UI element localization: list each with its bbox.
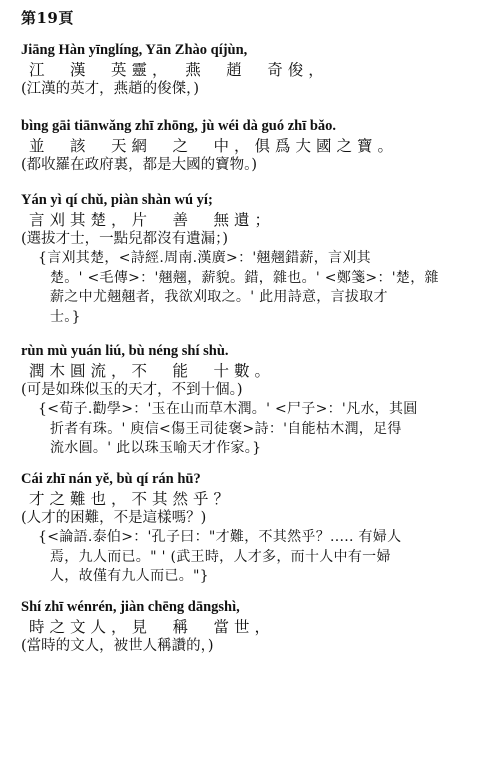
pinyin-line: Cái zhī nán yě, bù qí rán hū? <box>21 471 201 487</box>
chinese-verse-line: 江 漢 英靈， 燕 趙 奇俊， <box>29 61 329 79</box>
translation-line: (都收羅在政府裏，都是大國的寶物。) <box>21 157 258 173</box>
chinese-verse-line: 潤木圓流，不 能 十數。 <box>29 362 276 380</box>
verse-stanza <box>21 470 481 587</box>
annotation-note <box>38 528 478 587</box>
verse-stanza <box>21 598 481 656</box>
annotation-line: 士。} <box>50 308 81 325</box>
chinese-verse-line: 言刈其楚，片 善 無遺； <box>29 211 276 229</box>
pinyin-line: Shí zhī wénrén, jiàn chēng dāngshì, <box>21 599 240 615</box>
pinyin-line: Jiāng Hàn yīnglíng, Yān Zhào qíjùn, <box>21 42 248 58</box>
pinyin-line: bìng gāi tiānwǎng zhī zhōng, jù wéi dà guó zhī bǎo. <box>21 118 337 134</box>
annotation-note <box>38 249 478 327</box>
annotation-line: 折者有珠。' 庾信<傷王司徒褒>詩：'自能枯木潤，足得 <box>50 420 402 437</box>
pinyin-line: rùn mù yuán liú, bù néng shí shù. <box>21 343 229 359</box>
chinese-verse-line: 時之文人，見 稱 當世， <box>29 618 276 636</box>
verse-stanza <box>21 191 481 327</box>
chinese-verse-line: 才之難也，不其然乎？ <box>29 490 235 508</box>
annotation-line: 人，故僅有九人而已。"} <box>50 568 209 584</box>
annotation-line: 流水圓。' 此以珠玉喻天才作家。} <box>50 440 262 456</box>
annotation-line: 焉，九人而已。" ' (武王時，人才多，而十人中有一婦 <box>50 548 391 565</box>
annotation-line: {<論語.泰伯>：'孔子曰："才難，不其然乎？..... 有婦人 <box>38 529 402 545</box>
translation-line: (當時的文人，被世人稱讚的，) <box>21 638 214 654</box>
annotation-note <box>38 400 478 459</box>
annotation-line: 薪之中尤翹翹者，我欲刈取之。' 此用詩意，言拔取才 <box>50 289 388 305</box>
translation-line: (可是如珠似玉的天才，不到十個。) <box>21 382 243 398</box>
annotation-line: 楚。' <毛傳>：'翹翹，薪貌。錯，雜也。' <鄭箋>：'楚，雜 <box>50 269 439 286</box>
translation-line: (選拔才士，一點兒都沒有遺漏；) <box>21 231 229 247</box>
translation-line: (江漢的英才，燕趙的俊傑，) <box>21 81 200 97</box>
pinyin-line: Yán yì qí chǔ, piàn shàn wú yí; <box>21 192 213 208</box>
verse-stanza <box>21 41 481 99</box>
translation-line: (人才的困難，不是這樣嗎？) <box>21 510 207 526</box>
verse-stanza <box>21 342 481 459</box>
chinese-verse-line: 並 該 天網 之 中，俱爲大國之寶。 <box>29 137 399 155</box>
page-number-title: 第19頁 <box>21 9 74 27</box>
verse-stanza <box>21 117 481 175</box>
annotation-line: {言刈其楚，<詩經.周南.漢廣>：'翹翹錯薪，言刈其 <box>38 250 371 266</box>
annotation-line: {<荀子.勸學>：'玉在山而草木潤。' <尸子>：'凡水，其圓 <box>38 401 418 417</box>
